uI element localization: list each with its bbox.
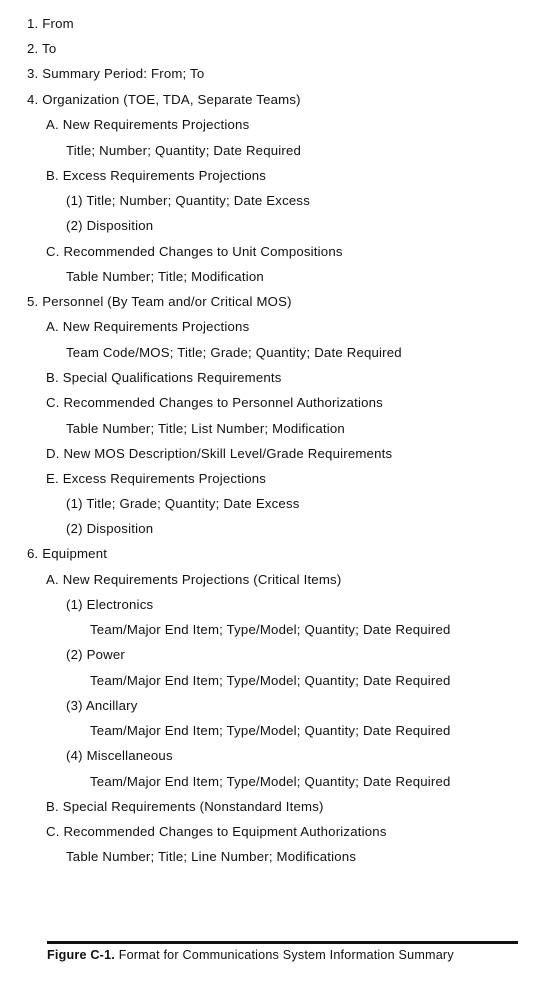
outline-item-5: 5. Personnel (By Team and/or Critical MOS) (27, 294, 292, 309)
outline-subitem: (1) Title; Grade; Quantity; Date Excess (66, 496, 300, 511)
outline-detail: Table Number; Title; Line Number; Modifications (66, 849, 357, 864)
outline-item-3: 3. Summary Period: From; To (27, 66, 205, 81)
outline-item-1: 1. From (27, 16, 74, 31)
outline-item-5d: D. New MOS Description/Skill Level/Grade Requirements (46, 446, 393, 461)
outline-item-4: 4. Organization (TOE, TDA, Separate Teams) (27, 92, 301, 107)
outline-item-5b: B. Special Qualifications Requirements (46, 370, 282, 385)
outline-item-6c: C. Recommended Changes to Equipment Authorizations (46, 824, 387, 839)
figure-caption (47, 947, 454, 963)
caption-rule (47, 941, 518, 944)
outline-detail: Team/Major End Item; Type/Model; Quantity; Date Required (90, 774, 451, 789)
outline-subitem: (2) Disposition (66, 521, 154, 536)
outline-detail: Team/Major End Item; Type/Model; Quantity; Date Required (90, 723, 451, 738)
figure-label: Figure C-1. (47, 948, 115, 962)
outline-detail: Table Number; Title; List Number; Modification (66, 421, 345, 436)
outline-subitem: (4) Miscellaneous (66, 748, 173, 763)
outline-subitem: (1) Electronics (66, 597, 154, 612)
outline-detail: Team Code/MOS; Title; Grade; Quantity; Date Required (66, 345, 402, 360)
outline-item-5e: E. Excess Requirements Projections (46, 471, 267, 486)
outline-item-6: 6. Equipment (27, 546, 108, 561)
outline-item-4a: A. New Requirements Projections (46, 117, 250, 132)
figure-title: Format for Communications System Information Summary (118, 948, 454, 962)
outline-item-6a: A. New Requirements Projections (Critical Items) (46, 572, 342, 587)
outline-detail: Team/Major End Item; Type/Model; Quantity; Date Required (90, 673, 451, 688)
outline-subitem: (2) Disposition (66, 218, 154, 233)
outline-item-5c: C. Recommended Changes to Personnel Authorizations (46, 395, 383, 410)
outline-item-2: 2. To (27, 41, 57, 56)
outline-item-5a: A. New Requirements Projections (46, 319, 250, 334)
outline-subitem: (3) Ancillary (66, 698, 138, 713)
outline-detail: Table Number; Title; Modification (66, 269, 264, 284)
outline-subitem: (1) Title; Number; Quantity; Date Excess (66, 193, 310, 208)
outline-detail: Title; Number; Quantity; Date Required (66, 143, 302, 158)
outline-item-4c: C. Recommended Changes to Unit Compositions (46, 244, 343, 259)
outline-item-4b: B. Excess Requirements Projections (46, 168, 267, 183)
outline-subitem: (2) Power (66, 647, 125, 662)
outline-detail: Team/Major End Item; Type/Model; Quantity; Date Required (90, 622, 451, 637)
outline-item-6b: B. Special Requirements (Nonstandard Items) (46, 799, 324, 814)
